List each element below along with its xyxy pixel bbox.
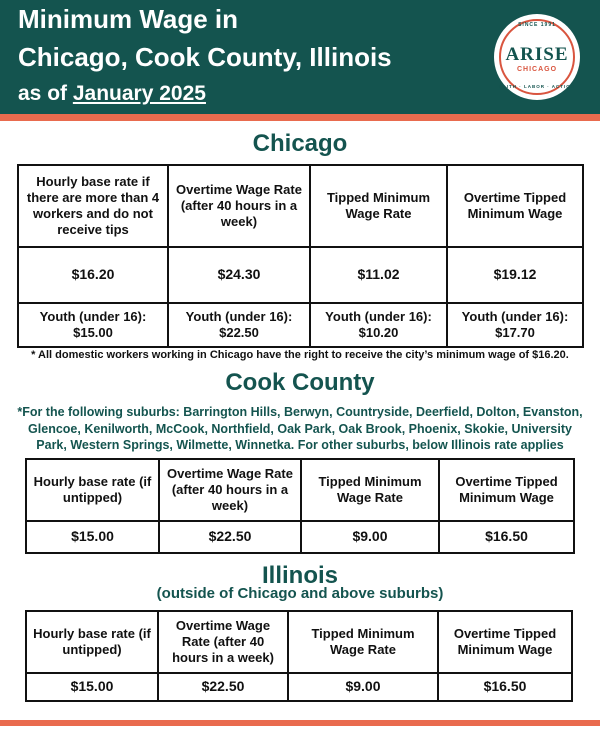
table-value-cell: $9.00 (301, 521, 439, 553)
logo-since-text: SINCE 1991 (518, 22, 556, 28)
header-accent-stripe (0, 114, 600, 121)
table-value-cell: $15.00 (26, 521, 159, 553)
header-title-line-2: Chicago, Cook County, Illinois (18, 42, 392, 72)
logo-name: ARISE (505, 44, 569, 65)
table-header-cell: Tipped Minimum Wage Rate (288, 611, 438, 673)
header-date: January 2025 (72, 82, 206, 105)
table-value-cell: $16.50 (438, 673, 572, 701)
table-header-cell: Overtime Wage Rate (after 40 hours in a week) (168, 165, 310, 247)
table-value-cell: $22.50 (159, 521, 301, 553)
table-value-cell: $15.00 (26, 673, 158, 701)
table-youth-cell: Youth (under 16): $10.20 (310, 303, 447, 347)
table-row (26, 673, 572, 701)
table-header-cell: Hourly base rate (if untipped) (26, 611, 158, 673)
table-value-cell: $22.50 (158, 673, 288, 701)
table-value-cell: $16.20 (18, 247, 168, 303)
table-header-cell: Hourly base rate if there are more than 4 workers and do not receive tips (18, 165, 168, 247)
domestic-workers-note: * All domestic workers working in Chicago have the right to receive the city’s minimum wage of $16.20. (31, 349, 569, 361)
illinois-section-subtitle: (outside of Chicago and above suburbs) (156, 585, 444, 602)
table-header-row (18, 165, 583, 247)
table-header-cell: Tipped Minimum Wage Rate (301, 459, 439, 521)
table-youth-cell: Youth (under 16): $15.00 (18, 303, 168, 347)
table-value-cell: $9.00 (288, 673, 438, 701)
table-header-cell: Hourly base rate (if untipped) (26, 459, 159, 521)
cook-county-section-title: Cook County (225, 369, 375, 396)
table-value-cell: $11.02 (310, 247, 447, 303)
table-value-cell: $19.12 (447, 247, 583, 303)
header-title-line-1: Minimum Wage in (18, 4, 239, 34)
footer-accent-stripe (0, 720, 600, 726)
logo-motto: FAITH · LABOR · ACTION (498, 84, 576, 89)
table-row-youth (18, 303, 583, 347)
table-header-row (26, 611, 572, 673)
table-header-cell: Overtime Wage Rate (after 40 hours in a week) (159, 459, 301, 521)
header-banner (0, 0, 600, 114)
cook-county-suburbs-note: *For the following suburbs: Barrington Hills, Berwyn, Countryside, Deerfield, Dolton, Evanston, Glencoe, Kenilworth, McCook, Northfield, Oak Park, Oak Brook, Phoenix, Skokie, University Park, Western Springs, Wilmette, Winnetka. For other suburbs, below Illinois rate applies (17, 405, 583, 452)
header-date-prefix: as of (18, 82, 73, 105)
logo-city: CHICAGO (516, 66, 558, 73)
illinois-wage-table (25, 610, 573, 702)
cook-county-wage-table (25, 458, 575, 554)
table-header-cell: Overtime Tipped Minimum Wage (438, 611, 572, 673)
table-row (18, 247, 583, 303)
arise-chicago-logo (494, 14, 580, 100)
header-date-line (18, 82, 206, 106)
table-header-cell: Overtime Tipped Minimum Wage (447, 165, 583, 247)
table-youth-cell: Youth (under 16): $17.70 (447, 303, 583, 347)
table-header-cell: Overtime Tipped Minimum Wage (439, 459, 574, 521)
illinois-section-title: Illinois (261, 562, 338, 589)
table-row (26, 521, 574, 553)
table-value-cell: $16.50 (439, 521, 574, 553)
table-header-row (26, 459, 574, 521)
chicago-wage-table (17, 164, 584, 348)
table-header-cell: Overtime Wage Rate (after 40 hours in a week) (158, 611, 288, 673)
chicago-section-title: Chicago (252, 130, 348, 157)
table-youth-cell: Youth (under 16): $22.50 (168, 303, 310, 347)
table-header-cell: Tipped Minimum Wage Rate (310, 165, 447, 247)
table-value-cell: $24.30 (168, 247, 310, 303)
